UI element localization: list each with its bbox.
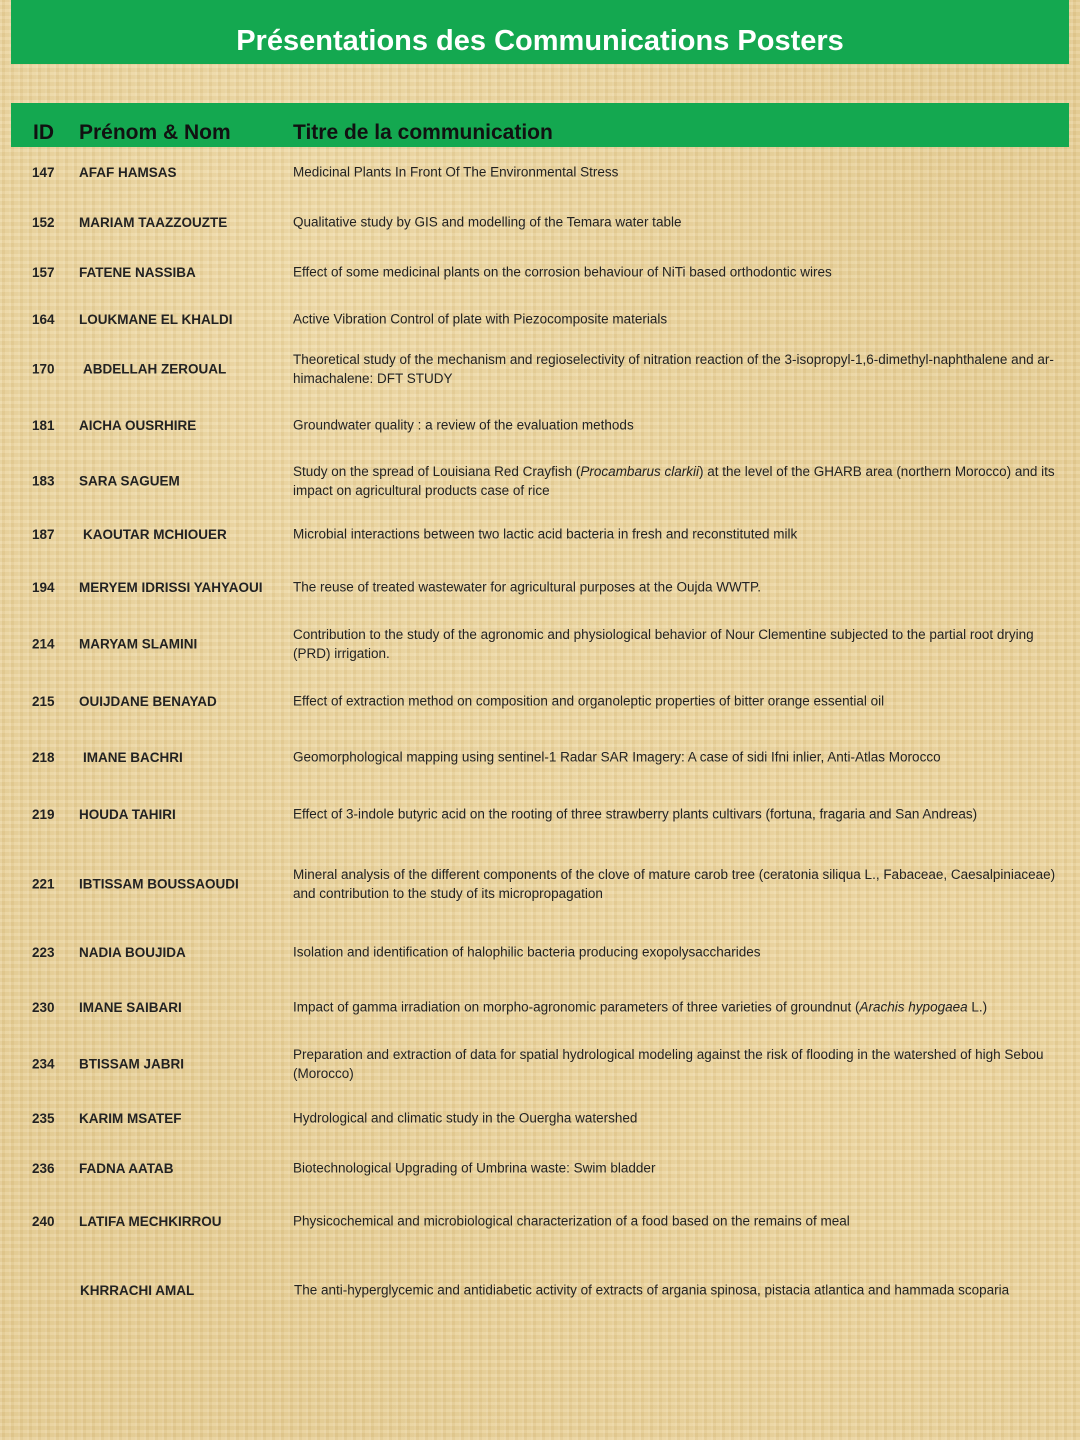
author-name: IBTISSAM BOUSSAOUDI bbox=[79, 876, 239, 892]
column-header-name: Prénom & Nom bbox=[79, 121, 231, 144]
poster-title: Mineral analysis of the different components of the clove of mature carob tree (ceratonia siliqua L., Fabaceae, Caesalpiniaceae) and contribution to the study of its micropropagation bbox=[293, 867, 1056, 901]
poster-title: Hydrological and climatic study in the Ouergha watershed bbox=[293, 1110, 638, 1126]
species-name: Procambarus clarkii bbox=[580, 464, 699, 479]
poster-title: Preparation and extraction of data for spatial hydrological modeling against the risk of flooding in the watershed of high Sebou (Morocco) bbox=[293, 1047, 1044, 1081]
poster-title: Active Vibration Control of plate with Piezocomposite materials bbox=[293, 311, 668, 327]
poster-title: Isolation and identification of halophilic bacteria producing exopolysaccharides bbox=[293, 944, 761, 960]
author-name: ABDELLAH ZEROUAL bbox=[83, 361, 227, 377]
column-header-id: ID bbox=[33, 121, 54, 144]
author-name: IMANE BACHRI bbox=[83, 749, 183, 765]
poster-title: The anti-hyperglycemic and antidiabetic activity of extracts of argania spinosa, pistacia atlantica and hammada scoparia bbox=[294, 1282, 1010, 1298]
poster-id: 152 bbox=[32, 214, 55, 230]
poster-title bbox=[293, 462, 1068, 500]
poster-title: Microbial interactions between two lactic acid bacteria in fresh and reconstituted milk bbox=[293, 526, 798, 542]
poster-title: Theoretical study of the mechanism and regioselectivity of nitration reaction of the 3-isopropyl-1,6-dimethyl-naphthalene and ar-himachalene: DFT STUDY bbox=[293, 352, 1054, 386]
table-row bbox=[0, 1159, 1080, 1178]
table-row bbox=[0, 310, 1080, 329]
poster-title: The reuse of treated wastewater for agricultural purposes at the Oujda WWTP. bbox=[293, 579, 761, 595]
poster-id: 181 bbox=[32, 417, 55, 433]
poster-id: 164 bbox=[32, 311, 55, 327]
poster-id: 230 bbox=[32, 999, 55, 1015]
author-name: KARIM MSATEF bbox=[79, 1110, 182, 1126]
author-name: NADIA BOUJIDA bbox=[79, 944, 186, 960]
table-row bbox=[0, 416, 1080, 435]
poster-title: Effect of some medicinal plants on the corrosion behaviour of NiTi based orthodontic wires bbox=[293, 264, 832, 280]
author-name: LATIFA MECHKIRROU bbox=[79, 1213, 222, 1229]
author-name: OUIJDANE BENAYAD bbox=[79, 693, 217, 709]
poster-title: Biotechnological Upgrading of Umbrina waste: Swim bladder bbox=[293, 1160, 656, 1176]
poster-title: Effect of extraction method on composition and organoleptic properties of bitter orange essential oil bbox=[293, 693, 885, 709]
poster-id: 170 bbox=[32, 361, 55, 377]
author-name: KAOUTAR MCHIOUER bbox=[83, 526, 227, 542]
poster-title-text: L.) bbox=[967, 999, 988, 1015]
table-row bbox=[0, 805, 1080, 824]
table-row bbox=[0, 578, 1080, 597]
poster-title-text: Study on the spread of Louisiana Red Crayfish ( bbox=[293, 464, 581, 479]
poster-title: Qualitative study by GIS and modelling of the Temara water table bbox=[293, 214, 682, 230]
table-row bbox=[0, 350, 1080, 388]
poster-title: Medicinal Plants In Front Of The Environmental Stress bbox=[293, 164, 619, 180]
poster-id: 183 bbox=[32, 473, 55, 489]
table-row bbox=[0, 998, 1080, 1017]
poster-id: 219 bbox=[32, 806, 55, 822]
author-name: HOUDA TAHIRI bbox=[79, 806, 176, 822]
author-name: BTISSAM JABRI bbox=[79, 1056, 185, 1072]
table-row bbox=[0, 1045, 1080, 1083]
table-row bbox=[0, 692, 1080, 711]
author-name: MARIAM TAAZZOUZTE bbox=[79, 214, 228, 230]
table-row bbox=[0, 163, 1080, 182]
poster-title: Physicochemical and microbiological characterization of a food based on the remains of meal bbox=[293, 1213, 850, 1229]
poster-title-text: Impact of gamma irradiation on morpho-agronomic parameters of three varieties of groundnut ( bbox=[293, 999, 860, 1015]
page-title: Présentations des Communications Posters bbox=[11, 0, 1069, 64]
poster-id: 194 bbox=[32, 579, 55, 595]
poster-id: 236 bbox=[32, 1160, 55, 1176]
author-name: KHRRACHI AMAL bbox=[80, 1282, 195, 1298]
poster-id: 221 bbox=[32, 876, 55, 892]
author-name: AFAF HAMSAS bbox=[79, 164, 177, 180]
table-row bbox=[0, 213, 1080, 232]
author-name: SARA SAGUEM bbox=[79, 473, 180, 489]
column-header-title: Titre de la communication bbox=[293, 121, 553, 144]
table-row bbox=[0, 263, 1080, 282]
table-row bbox=[0, 625, 1080, 663]
poster-id: 215 bbox=[32, 693, 55, 709]
poster-title bbox=[293, 998, 1068, 1017]
author-name: IMANE SAIBARI bbox=[79, 999, 182, 1015]
poster-id: 235 bbox=[32, 1110, 55, 1126]
poster-id: 218 bbox=[32, 749, 55, 765]
poster-title: Groundwater quality : a review of the evaluation methods bbox=[293, 417, 634, 433]
poster-id: 147 bbox=[32, 164, 55, 180]
poster-id: 157 bbox=[32, 264, 55, 280]
table-row bbox=[0, 525, 1080, 544]
table-row bbox=[0, 748, 1080, 767]
table-row bbox=[0, 865, 1080, 903]
poster-title-text: ) at the level of the GHARB area (northern Morocco) and its impact on agricultural products case of rice bbox=[293, 464, 1055, 498]
table-header bbox=[11, 103, 1069, 147]
author-name: MERYEM IDRISSI YAHYAOUI bbox=[79, 579, 263, 595]
table-row bbox=[0, 1281, 1080, 1300]
poster-title: Contribution to the study of the agronomic and physiological behavior of Nour Clementine subjected to the partial root drying (PRD) irrigation. bbox=[293, 627, 1034, 661]
table-row bbox=[0, 462, 1080, 500]
author-name: FADNA AATAB bbox=[79, 1160, 174, 1176]
poster-title: Effect of 3-indole butyric acid on the rooting of three strawberry plants cultivars (fortuna, fragaria and San Andreas) bbox=[293, 806, 978, 822]
author-name: AICHA OUSRHIRE bbox=[79, 417, 197, 433]
poster-id: 234 bbox=[32, 1056, 55, 1072]
poster-id: 240 bbox=[32, 1213, 55, 1229]
poster-title: Geomorphological mapping using sentinel-1 Radar SAR Imagery: A case of sidi Ifni inlier, Anti-Atlas Morocco bbox=[293, 749, 941, 765]
table-row bbox=[0, 943, 1080, 962]
poster-id: 187 bbox=[32, 526, 55, 542]
author-name: FATENE NASSIBA bbox=[79, 264, 196, 280]
table-row bbox=[0, 1109, 1080, 1128]
species-name: Arachis hypogaea bbox=[859, 999, 968, 1015]
author-name: LOUKMANE EL KHALDI bbox=[79, 311, 233, 327]
author-name: MARYAM SLAMINI bbox=[79, 636, 198, 652]
poster-id: 214 bbox=[32, 636, 55, 652]
table-row bbox=[0, 1212, 1080, 1231]
poster-id: 223 bbox=[32, 944, 55, 960]
